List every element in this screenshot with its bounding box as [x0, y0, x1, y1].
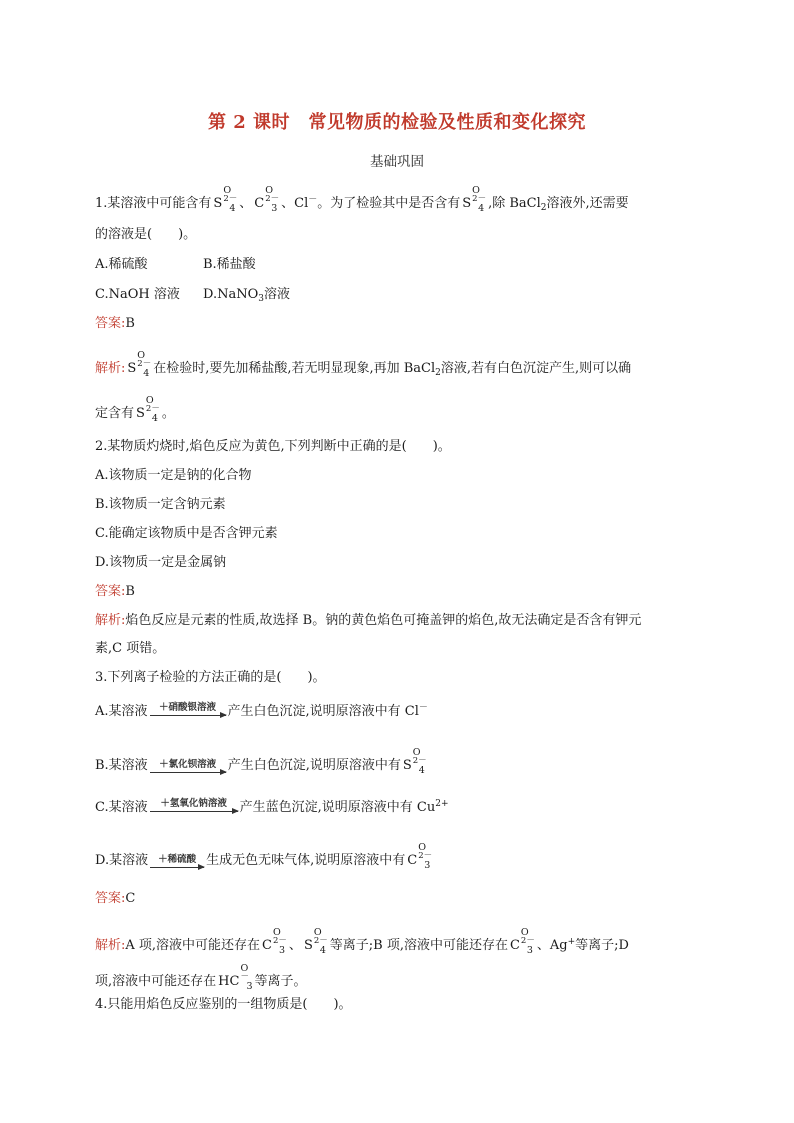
- reaction-arrow: ＋氯化钡溶液: [150, 760, 226, 779]
- reaction-arrow: ＋硝酸银溶液: [150, 703, 226, 722]
- q3-option-a: A.某溶液 ＋硝酸银溶液 产生白色沉淀,说明原溶液中有 Cl－: [95, 703, 428, 722]
- carbonate-ion: C O 2－ 3: [407, 842, 433, 871]
- carbonate-ion: C O 2－ 3: [509, 927, 535, 956]
- q2-option-c: C.能确定该物质中是否含钾元素: [95, 526, 278, 541]
- sulfate-ion: S O 2－ 4: [462, 185, 487, 214]
- reaction-arrow: ＋稀硫酸: [150, 855, 204, 874]
- q2-option-d: D.该物质一定是金属钠: [95, 555, 227, 570]
- q1-option-d: D.NaNO$_3$溶液: [203, 287, 290, 304]
- sulfate-ion: S O 2－ 4: [303, 927, 328, 956]
- q1-option-b: B.稀盐酸: [203, 257, 256, 272]
- q2-explanation-line2: 素,C 项错。: [95, 641, 166, 656]
- q3-explanation: 解析:A 项,溶液中可能还存在 C O 2－ 3 、 S O 2－ 4 等离子;B 项,溶液中可能还存在 C O 2－ 3 、Ag+等离子;D: [95, 932, 629, 959]
- q1-answer: 答案:B: [95, 316, 135, 331]
- carbonate-ion: C O 2－ 3: [254, 185, 280, 214]
- reaction-arrow: ＋氢氧化钠溶液: [150, 799, 238, 818]
- sulfate-ion: S O 2－ 4: [136, 395, 160, 424]
- sulfate-ion: S O 2－ 4: [127, 350, 152, 379]
- q4-stem: 4.只能用焰色反应鉴别的一组物质是( )。: [95, 997, 352, 1012]
- q2-explanation: 解析:焰色反应是元素的性质,故选择 B。钠的黄色焰色可掩盖钾的焰色,故无法确定是否含有钾元: [95, 613, 642, 628]
- page-title: 第 2 课时 常见物质的检验及性质和变化探究: [207, 112, 587, 133]
- q1-option-a: A.稀硫酸: [95, 257, 148, 272]
- q2-option-a: A.该物质一定是钠的化合物: [95, 468, 252, 483]
- q1-explanation: 解析: S O 2－ 4 在检验时,要先加稀盐酸,若无明显现象,再加 BaCl$_2$溶液,若有白色沉淀产生,则可以确: [95, 355, 631, 382]
- carbonate-ion: C O 2－ 3: [262, 927, 287, 956]
- q1-stem: 1.某溶液中可能含有 S O 2－ 4 、 C O 2－ 3 、Cl－。为了检验其中是否含有 S O 2－ 4 ,除 BaCl$_2$溶液外,还需要: [95, 190, 629, 217]
- q3-explanation-line2: 项,溶液中可能还存在 HC O － 3 等离子。: [95, 968, 307, 995]
- q2-option-b: B.该物质一定含钠元素: [95, 497, 226, 512]
- q3-stem: 3.下列离子检验的方法正确的是( )。: [95, 670, 326, 685]
- q3-option-b: B.某溶液 ＋氯化钡溶液 产生白色沉淀,说明原溶液中有 S O 2－ 4: [95, 752, 429, 779]
- sulfate-ion: S O 2－ 4: [213, 185, 238, 214]
- q1-explanation-line2: 定含有 S O 2－ 4 。: [95, 400, 175, 427]
- q3-option-c: C.某溶液 ＋氢氧化钠溶液 产生蓝色沉淀,说明原溶液中有 $Cu^{2+}$: [95, 799, 449, 818]
- sulfate-ion: S O 2－ 4: [402, 747, 427, 776]
- q3-option-d: D.某溶液 ＋稀硫酸 生成无色无味气体,说明原溶液中有 C O 2－ 3: [95, 847, 434, 874]
- q3-answer: 答案:C: [95, 891, 136, 906]
- q2-stem: 2.某物质灼烧时,焰色反应为黄色,下列判断中正确的是( )。: [95, 439, 451, 454]
- q2-answer: 答案:B: [95, 584, 135, 599]
- section-heading: 基础巩固: [370, 154, 424, 170]
- bicarbonate-ion: HC O － 3: [218, 963, 253, 992]
- q1-option-c: C.NaOH 溶液: [95, 287, 180, 302]
- q1-stem-line2: 的溶液是( )。: [95, 227, 197, 242]
